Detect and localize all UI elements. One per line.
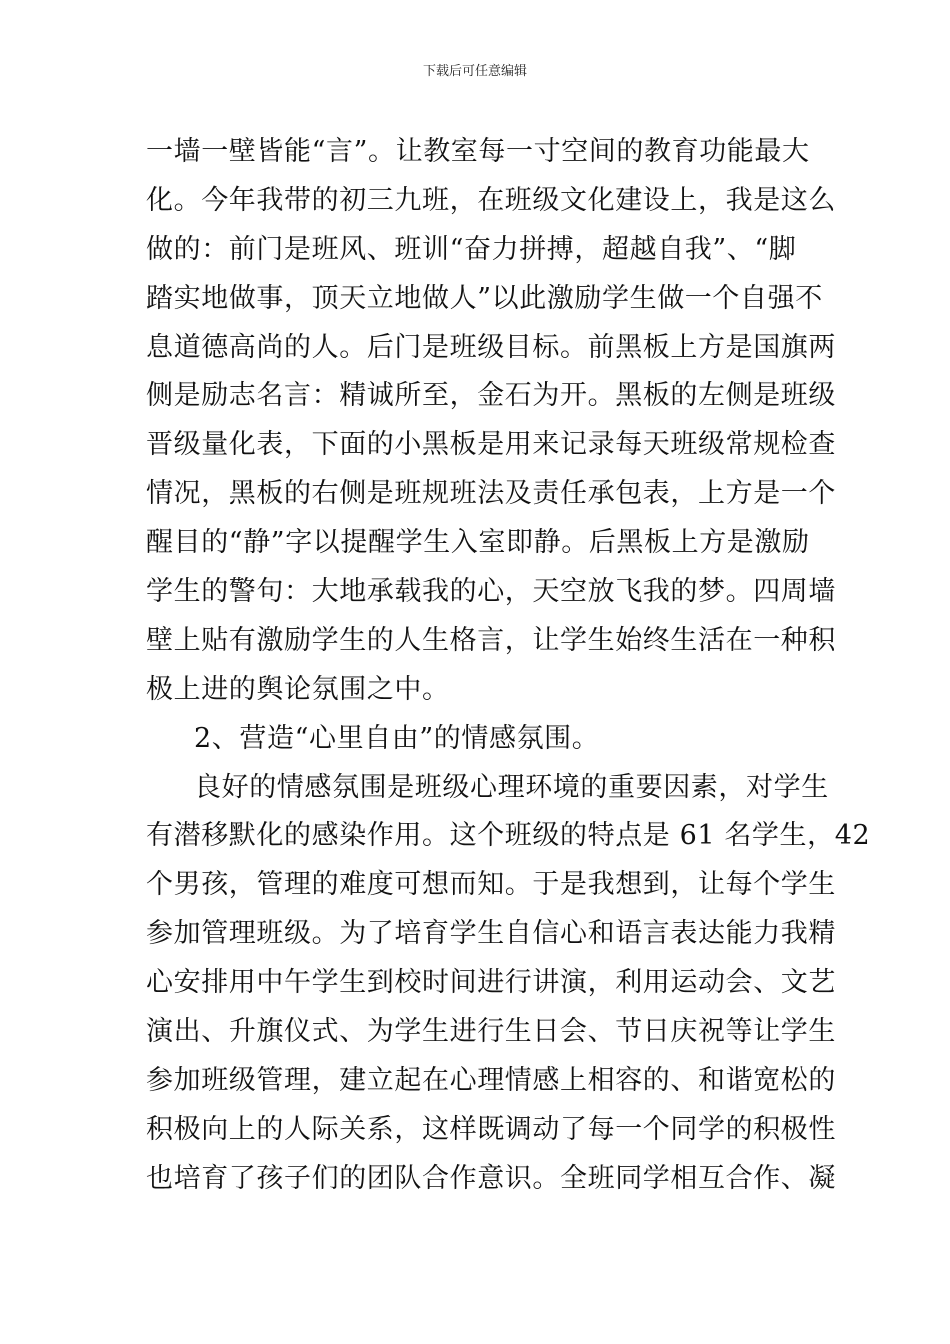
text-line: 做的：前门是班风、班训“奋力拼搏，超越自我”、“脚: [146, 233, 797, 265]
text-line: 学生的警句：大地承载我的心，天空放飞我的梦。四周墙: [146, 576, 836, 608]
text-line: 心安排用中午学生到校时间进行讲演，利用运动会、文艺: [146, 967, 836, 999]
text-line: 侧是励志名言：精诚所至，金石为开。黑板的左侧是班级: [146, 380, 836, 412]
text-line: 参加班级管理，建立起在心理情感上相容的、和谐宽松的: [146, 1064, 836, 1096]
page-header: 下载后可任意编辑: [422, 64, 527, 79]
text-line: 也培育了孩子们的团队合作意识。全班同学相互合作、凝: [146, 1162, 836, 1194]
document-body: [146, 128, 871, 1204]
paragraph-first-line: 良好的情感氛围是班级心理环境的重要因素，对学生: [194, 771, 829, 803]
text-line: 参加管理班级。为了培育学生自信心和语言表达能力我精: [146, 918, 836, 950]
section-heading: 2、营造“心里自由”的情感氛围。: [194, 722, 600, 754]
text-line: 一墙一壁皆能“言”。让教室每一寸空间的教育功能最大: [146, 136, 810, 167]
text-line: 踏实地做事，顶天立地做人”以此激励学生做一个自强不: [146, 282, 823, 314]
text-line: 积极向上的人际关系，这样既调动了每一个同学的积极性: [146, 1113, 836, 1145]
text-line: 有潜移默化的感染作用。这个班级的特点是 61 名学生，42: [146, 820, 871, 852]
text-line: 情况，黑板的右侧是班规班法及责任承包表，上方是一个: [146, 478, 836, 510]
text-line: 晋级量化表，下面的小黑板是用来记录每天班级常规检查: [146, 429, 836, 461]
text-line: 壁上贴有激励学生的人生格言，让学生始终生活在一种积: [146, 624, 836, 656]
text-line: 息道德高尚的人。后门是班级目标。前黑板上方是国旗两: [146, 331, 836, 363]
text-line: 化。今年我带的初三九班，在班级文化建设上，我是这么: [146, 184, 836, 216]
text-line: 个男孩，管理的难度可想而知。于是我想到，让每个学生: [146, 869, 836, 901]
text-line: 醒目的“静”字以提醒学生入室即静。后黑板上方是激励: [146, 527, 810, 559]
text-line: 极上进的舆论氛围之中。: [146, 673, 450, 705]
text-line: 演出、升旗仪式、为学生进行生日会、节日庆祝等让学生: [146, 1016, 836, 1048]
